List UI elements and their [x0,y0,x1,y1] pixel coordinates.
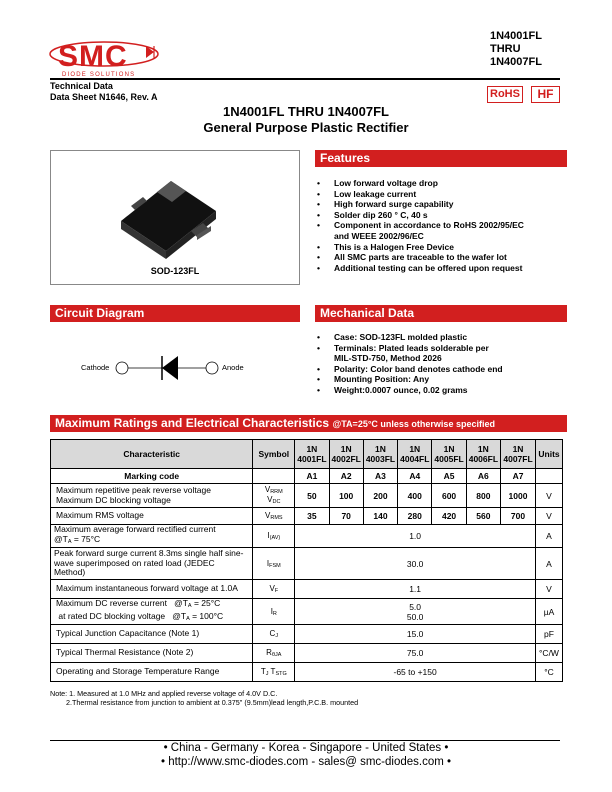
table-row-ifsm [51,548,563,580]
ratings-table [50,439,563,682]
unit-cell: °C/W [536,644,563,663]
table-row-vrms [51,508,563,525]
feature-item: • Low leakage current [315,189,567,200]
col-characteristic: Characteristic [51,440,253,469]
col-symbol: Symbol [253,440,295,469]
mechanical-list [315,332,567,396]
part-range-thru: THRU [490,43,521,55]
value-cell: -65 to +150 [295,663,536,682]
value-cell: 70 [329,508,363,525]
table-row-temperature [51,663,563,682]
package-label: SOD-123FL [150,266,200,276]
col-part: 1N 4003FL [363,440,397,469]
value-cell: 280 [398,508,432,525]
table-row-cj [51,625,563,644]
mechanical-item-continuation: MIL-STD-750, Method 2026 [334,353,442,364]
logo-subtext: DIODE SOLUTIONS [62,72,136,78]
characteristic-cell: Typical Thermal Resistance (Note 2) [51,644,253,663]
characteristic-cell: Maximum average forward rectified current $@T_A = 75^\circ C$ [51,525,253,548]
feature-item: • Low forward voltage drop [315,178,567,189]
feature-item: • Additional testing can be offered upon request [315,263,567,274]
mechanical-item: • Case: SOD-123FL molded plastic [315,332,567,343]
value-cell: 700 [501,508,536,525]
package-image-box [50,150,300,285]
value-cell: 420 [432,508,466,525]
document-title: 1N4001FL THRU 1N4007FL [223,104,389,119]
col-units: Units [536,440,563,469]
marking-code: A2 [329,469,363,484]
features-heading: Features [315,150,567,167]
marking-code: A6 [466,469,500,484]
unit-cell: µA [536,599,563,625]
note-1: Note: 1. Measured at 1.0 MHz and applied reverse voltage of 4.0V D.C. [50,689,278,698]
mechanical-data-heading: Mechanical Data [315,305,567,322]
circuit-diagram [50,350,300,390]
marking-code-label: Marking code [51,469,253,484]
value-cell: 1.1 [295,580,536,599]
part-range-to: 1N4007FL [490,56,542,68]
mechanical-item: • Weight:0.0007 ounce, 0.02 grams [315,385,567,396]
symbol-cell: $V_{RMS}$ [253,508,295,525]
value-cell: 800 [466,484,500,508]
col-part: 1N 4002FL [329,440,363,469]
col-part: 1N 4001FL [295,440,329,469]
mechanical-item: • Mounting Position: Any [315,374,567,385]
feature-item: • This is a Halogen Free Device [315,242,567,253]
note-2: 2.Thermal resistance from junction to ambient at 0.375" (9.5mm)lead length,P.C.B. mounted [66,698,359,707]
footer-divider [50,740,560,741]
halogen-free-badge: HF [531,86,560,103]
cathode-label: Cathode [81,363,110,372]
datasheet-number: Data Sheet N1646, Rev. A [50,92,158,102]
symbol-cell: $T_J$ $T_{STG}$ [253,663,295,682]
marking-code: A5 [432,469,466,484]
symbol-cell: $I_{FSM}$ [253,548,295,580]
value-cell: 1.0 [295,525,536,548]
feature-item: • High forward surge capability [315,199,567,210]
value-cell: 75.0 [295,644,536,663]
part-range [490,30,560,69]
symbol-cell: $V_F$ [253,580,295,599]
feature-item: • Solder dip 260 ° C, 40 s [315,210,567,221]
symbol-cell: $C_J$ [253,625,295,644]
feature-item: • All SMC parts are traceable to the wafer lot [315,252,567,263]
features-section [315,150,567,273]
marking-code: A1 [295,469,329,484]
value-cell: 400 [398,484,432,508]
value-cell: 1000 [501,484,536,508]
part-range-from: 1N4001FL [490,30,542,42]
logo-text: SMC [58,40,128,73]
ratings-condition: @TA=25°C unless otherwise specified [332,419,495,429]
ratings-heading-bar [50,415,567,432]
header-divider [50,78,560,80]
value-cell: 140 [363,508,397,525]
value-cell: 50 [295,484,329,508]
characteristic-cell: Maximum DC reverse current $@T_A = 25^\circ C$ at rated DC blocking voltage $@T_A = 100^\circ C$ [51,599,253,625]
ratings-heading: Maximum Ratings and Electrical Characteristics [55,416,330,430]
unit-cell: V [536,580,563,599]
marking-code: A7 [501,469,536,484]
footer-contact: • http://www.smc-diodes.com - sales@ smc-diodes.com • [160,756,452,768]
table-row-vrrm [51,484,563,508]
footer-countries: • China - Germany - Korea - Singapore - United States • [163,742,449,754]
value-cell: 560 [466,508,500,525]
characteristic-cell: Operating and Storage Temperature Range [51,663,253,682]
feature-item-continuation: and WEEE 2002/96/EC [334,230,424,241]
features-list [315,178,567,273]
value-cell: 100 [329,484,363,508]
characteristic-cell: Typical Junction Capacitance (Note 1) [51,625,253,644]
smc-logo [46,34,162,80]
value-cell: 200 [363,484,397,508]
anode-label: Anode [222,363,244,372]
col-part: 1N 4004FL [398,440,432,469]
diode-symbol-icon [50,350,300,390]
col-part: 1N 4006FL [466,440,500,469]
table-row-iav [51,525,563,548]
table-header-row [51,440,563,469]
technical-data-block [50,81,158,103]
value-cell: 30.0 [295,548,536,580]
circuit-diagram-heading: Circuit Diagram [50,305,300,322]
value-cell: 35 [295,508,329,525]
unit-cell: V [536,508,563,525]
unit-cell: °C [536,663,563,682]
col-part: 1N 4005FL [432,440,466,469]
marking-code: A3 [363,469,397,484]
table-row-ir [51,599,563,625]
value-cell: 15.0 [295,625,536,644]
unit-cell: A [536,548,563,580]
col-part: 1N 4007FL [501,440,536,469]
unit-cell: A [536,525,563,548]
value-cell: 600 [432,484,466,508]
feature-item: • Component in accordance to RoHS 2002/95/EC [315,220,567,231]
document-subtitle: General Purpose Plastic Rectifier [203,120,409,135]
table-row-vf [51,580,563,599]
characteristic-cell: Maximum instantaneous forward voltage at 1.0A [51,580,253,599]
symbol-cell: $I_{(AV)}$ [253,525,295,548]
unit-cell: V [536,484,563,508]
symbol-cell: $R_{\theta JA}$ [253,644,295,663]
rohs-badge: RoHS [487,86,523,103]
symbol-cell: $I_R$ [253,599,295,625]
value-cell: 5.0 50.0 [295,599,536,625]
mechanical-item: • Polarity: Color band denotes cathode end [315,364,567,375]
mechanical-item: • Terminals: Plated leads solderable per [315,343,567,354]
characteristic-cell: Peak forward surge current 8.3ms single half sine- wave superimposed on rated load (JEDEC Method) [51,548,253,580]
characteristic-cell: Maximum repetitive peak reverse voltage Maximum DC blocking voltage [51,484,253,508]
characteristic-cell: Maximum RMS voltage [51,508,253,525]
marking-code-row [51,469,563,484]
table-row-thermal [51,644,563,663]
symbol-cell: $V_{RRM}$ $V_{DC}$ [253,484,295,508]
unit-cell: pF [536,625,563,644]
mechanical-data-section [315,332,567,396]
marking-code: A4 [398,469,432,484]
technical-data-label: Technical Data [50,81,113,91]
